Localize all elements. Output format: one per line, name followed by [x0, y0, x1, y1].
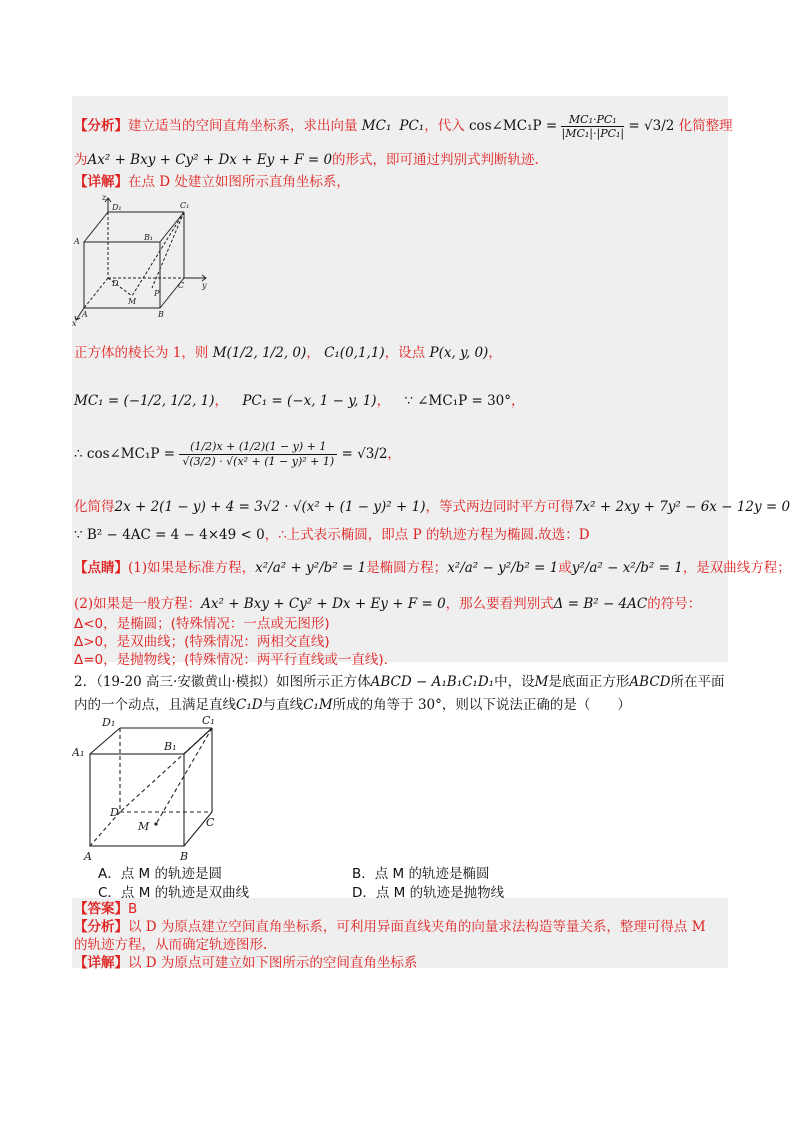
hyperbola-equation-1: x²/a² − y²/b² = 1 [447, 560, 559, 576]
detail-2-line: 【详解】以 D 为原点可建立如下图所示的空间直角坐标系 [74, 955, 418, 971]
option-c[interactable]: C．点 M 的轨迹是双曲线 [98, 885, 250, 901]
fig2-label-b: B [180, 850, 189, 862]
fig2-label-m: M [138, 820, 150, 833]
fig2-label-d: D [110, 806, 119, 819]
analysis-2-label: 【分析】 [74, 919, 128, 935]
fig1-label-b: B [158, 310, 164, 319]
fig1-label-a-bottom: A [82, 310, 88, 319]
option-b[interactable]: B．点 M 的轨迹是椭圆 [352, 866, 490, 882]
comment-case-3: Δ=0，是抛物线；(特殊情况：两平行直线或一直线). [74, 652, 388, 668]
hyperbola-equation-2: y²/a² − x²/b² = 1 [571, 560, 683, 576]
figure-1-cube [72, 192, 212, 327]
answer-label: 【答案】 [74, 901, 128, 917]
fig1-label-y: y [202, 281, 207, 290]
comment-case-1: Δ<0，是椭圆；(特殊情况：一点或无图形) [74, 616, 330, 632]
work-line-5: ∵ B² − 4AC = 4 − 4×49 < 0，∴上式表示椭圆，即点 P 的轨迹方程为椭圆.故选：D [74, 527, 590, 543]
fig2-label-a: A [84, 850, 92, 862]
cos-fraction: $\frac{\text{MC₁·PC₁}}{\text{|MC₁|·|PC₁|}}$ [561, 113, 625, 140]
analysis-2-line-1: 【分析】以 D 为原点建立空间直角坐标系，可利用异面直线夹角的向量求法构造等量关系，整理可得点 M [74, 919, 706, 935]
fig1-label-a: A [74, 237, 80, 246]
ellipse-equation: x²/a² + y²/b² = 1 [255, 560, 367, 576]
question-number: 2． [74, 674, 97, 690]
point-m: M(1/2, 1/2, 0) [212, 345, 307, 361]
point-c1: C₁(0,1,1) [324, 345, 385, 361]
fig2-label-b1: B₁ [164, 740, 177, 753]
fig2-label-c: C [206, 816, 215, 829]
detail-2-label: 【详解】 [74, 955, 128, 971]
analysis-1-line-2: 为Ax² + Bxy + Cy² + Dx + Ey + F = 0的形式，即可通过判别式判断轨迹. [74, 152, 539, 168]
comment-label: 【点睛】 [74, 560, 128, 576]
analysis-1-line-1: 【分析】建立适当的空间直角坐标系，求出向量 MC₁ PC₁，代入 cos∠MC₁P = $\frac{\text{MC₁·PC₁}}{\text{|MC₁|·|PC₁|}}$ = √3/2 化简整理 [74, 113, 733, 140]
option-a[interactable]: A．点 M 的轨迹是圆 [98, 866, 222, 882]
fig1-label-d1: D₁ [112, 203, 122, 212]
question-2-line-1: 2．（19-20 高三·安徽黄山·模拟）如图所示正方体ABCD − A₁B₁C₁D₁中，设M是底面正方形ABCD所在平面 [74, 674, 725, 690]
option-d[interactable]: D．点 M 的轨迹是抛物线 [352, 885, 505, 901]
fig2-label-d1: D₁ [102, 716, 116, 729]
fig2-label-c1: C₁ [202, 714, 215, 727]
line-c1m: C₁M [303, 697, 333, 713]
detail-1-line: 【详解】在点 D 处建立如图所示直角坐标系， [74, 174, 350, 190]
comment-line-1: 【点睛】(1)如果是标准方程，x²/a² + y²/b² = 1是椭圆方程；x²/a² − y²/b² = 1或y²/a² − x²/b² = 1，是双曲线方程； [74, 560, 791, 576]
work-line-3: ∴ cos∠MC₁P = $\frac{(1/2)x + (1/2)(1 - y) + 1}{\text{√(3/2) · √(x² + (1 − y)² + 1)}}$ = √3/2， [74, 440, 401, 468]
fig1-label-m: M [128, 297, 137, 306]
fig1-label-c: C [178, 281, 185, 290]
discriminant: ∵ B² − 4AC = 4 − 4×49 < 0 [74, 527, 265, 543]
point-p: P(x, y, 0) [429, 345, 489, 361]
work-line-2: MC₁ = (−1/2, 1/2, 1)， PC₁ = (−x, 1 − y, 1)， ∵ ∠MC₁P = 30°， [74, 393, 525, 409]
comment-line-2: (2)如果是一般方程：Ax² + Bxy + Cy² + Dx + Ey + F = 0，那么要看判别式Δ = B² − 4AC的符号： [74, 596, 702, 612]
fig1-label-b1: B₁ [144, 233, 154, 242]
work-line-1: 正方体的棱长为 1，则 M(1/2, 1/2, 0)， C₁(0,1,1)，设点 P(x, y, 0)， [74, 345, 502, 361]
analysis-2-line-2: 的轨迹方程，从而确定轨迹图形. [74, 937, 268, 953]
vector-mc1-coords: MC₁ = (−1/2, 1/2, 1) [74, 393, 215, 409]
simplified-equation: 2x + 2(1 − y) + 4 = 3√2 · √(x² + (1 − y)² + 1) [114, 499, 426, 515]
cube-name: ABCD − A₁B₁C₁D₁ [370, 674, 495, 690]
analysis-label: 【分析】 [74, 118, 128, 134]
fig2-label-a1: A₁ [72, 746, 85, 759]
fig1-label-p: P [154, 289, 160, 298]
general-equation-2: Ax² + Bxy + Cy² + Dx + Ey + F = 0 [201, 596, 446, 612]
answer-value: B [128, 901, 138, 917]
figure-2-cube [72, 712, 242, 862]
base-name: ABCD [629, 674, 671, 690]
fig1-label-d: D [112, 279, 119, 288]
angle-condition: ∵ ∠MC₁P = 30° [404, 393, 512, 409]
general-equation: Ax² + Bxy + Cy² + Dx + Ey + F = 0 [87, 152, 333, 168]
vector-pc1-coords: PC₁ = (−x, 1 − y, 1) [242, 393, 377, 409]
vector-mc1: MC₁ [361, 118, 392, 134]
answer-2-line [74, 900, 137, 918]
comment-case-2: Δ>0，是双曲线；(特殊情况：两相交直线) [74, 634, 330, 650]
vector-pc1: PC₁ [399, 118, 425, 134]
question-2-line-2: 内的一个动点，且满足直线C₁D与直线C₁M所成的角等于 30°，则以下说法正确的是（ ） [74, 697, 631, 713]
locus-equation: 7x² + 2xy + 7y² − 6x − 12y = 0 [573, 499, 791, 515]
fig1-label-z: z [102, 193, 107, 202]
discriminant-formula: Δ = B² − 4AC [553, 596, 648, 612]
fig1-label-c1: C₁ [180, 201, 190, 210]
work-line-4: 化简得2x + 2(1 − y) + 4 = 3√2 · √(x² + (1 − y)² + 1)，等式两边同时平方可得7x² + 2xy + 7y² − 6x − 12y = 0 [74, 499, 791, 515]
line-c1d: C₁D [236, 697, 263, 713]
detail-label: 【详解】 [74, 174, 128, 190]
cos-angle: ∴ cos∠MC₁P = [74, 446, 176, 462]
cos-fraction-2: $\frac{(1/2)x + (1/2)(1 - y) + 1}{\text{√(3/2) · √(x² + (1 − y)² + 1)}}$ [179, 440, 337, 469]
cos-expression: cos∠MC₁P = [469, 118, 558, 134]
fig1-label-x: x [72, 319, 77, 327]
